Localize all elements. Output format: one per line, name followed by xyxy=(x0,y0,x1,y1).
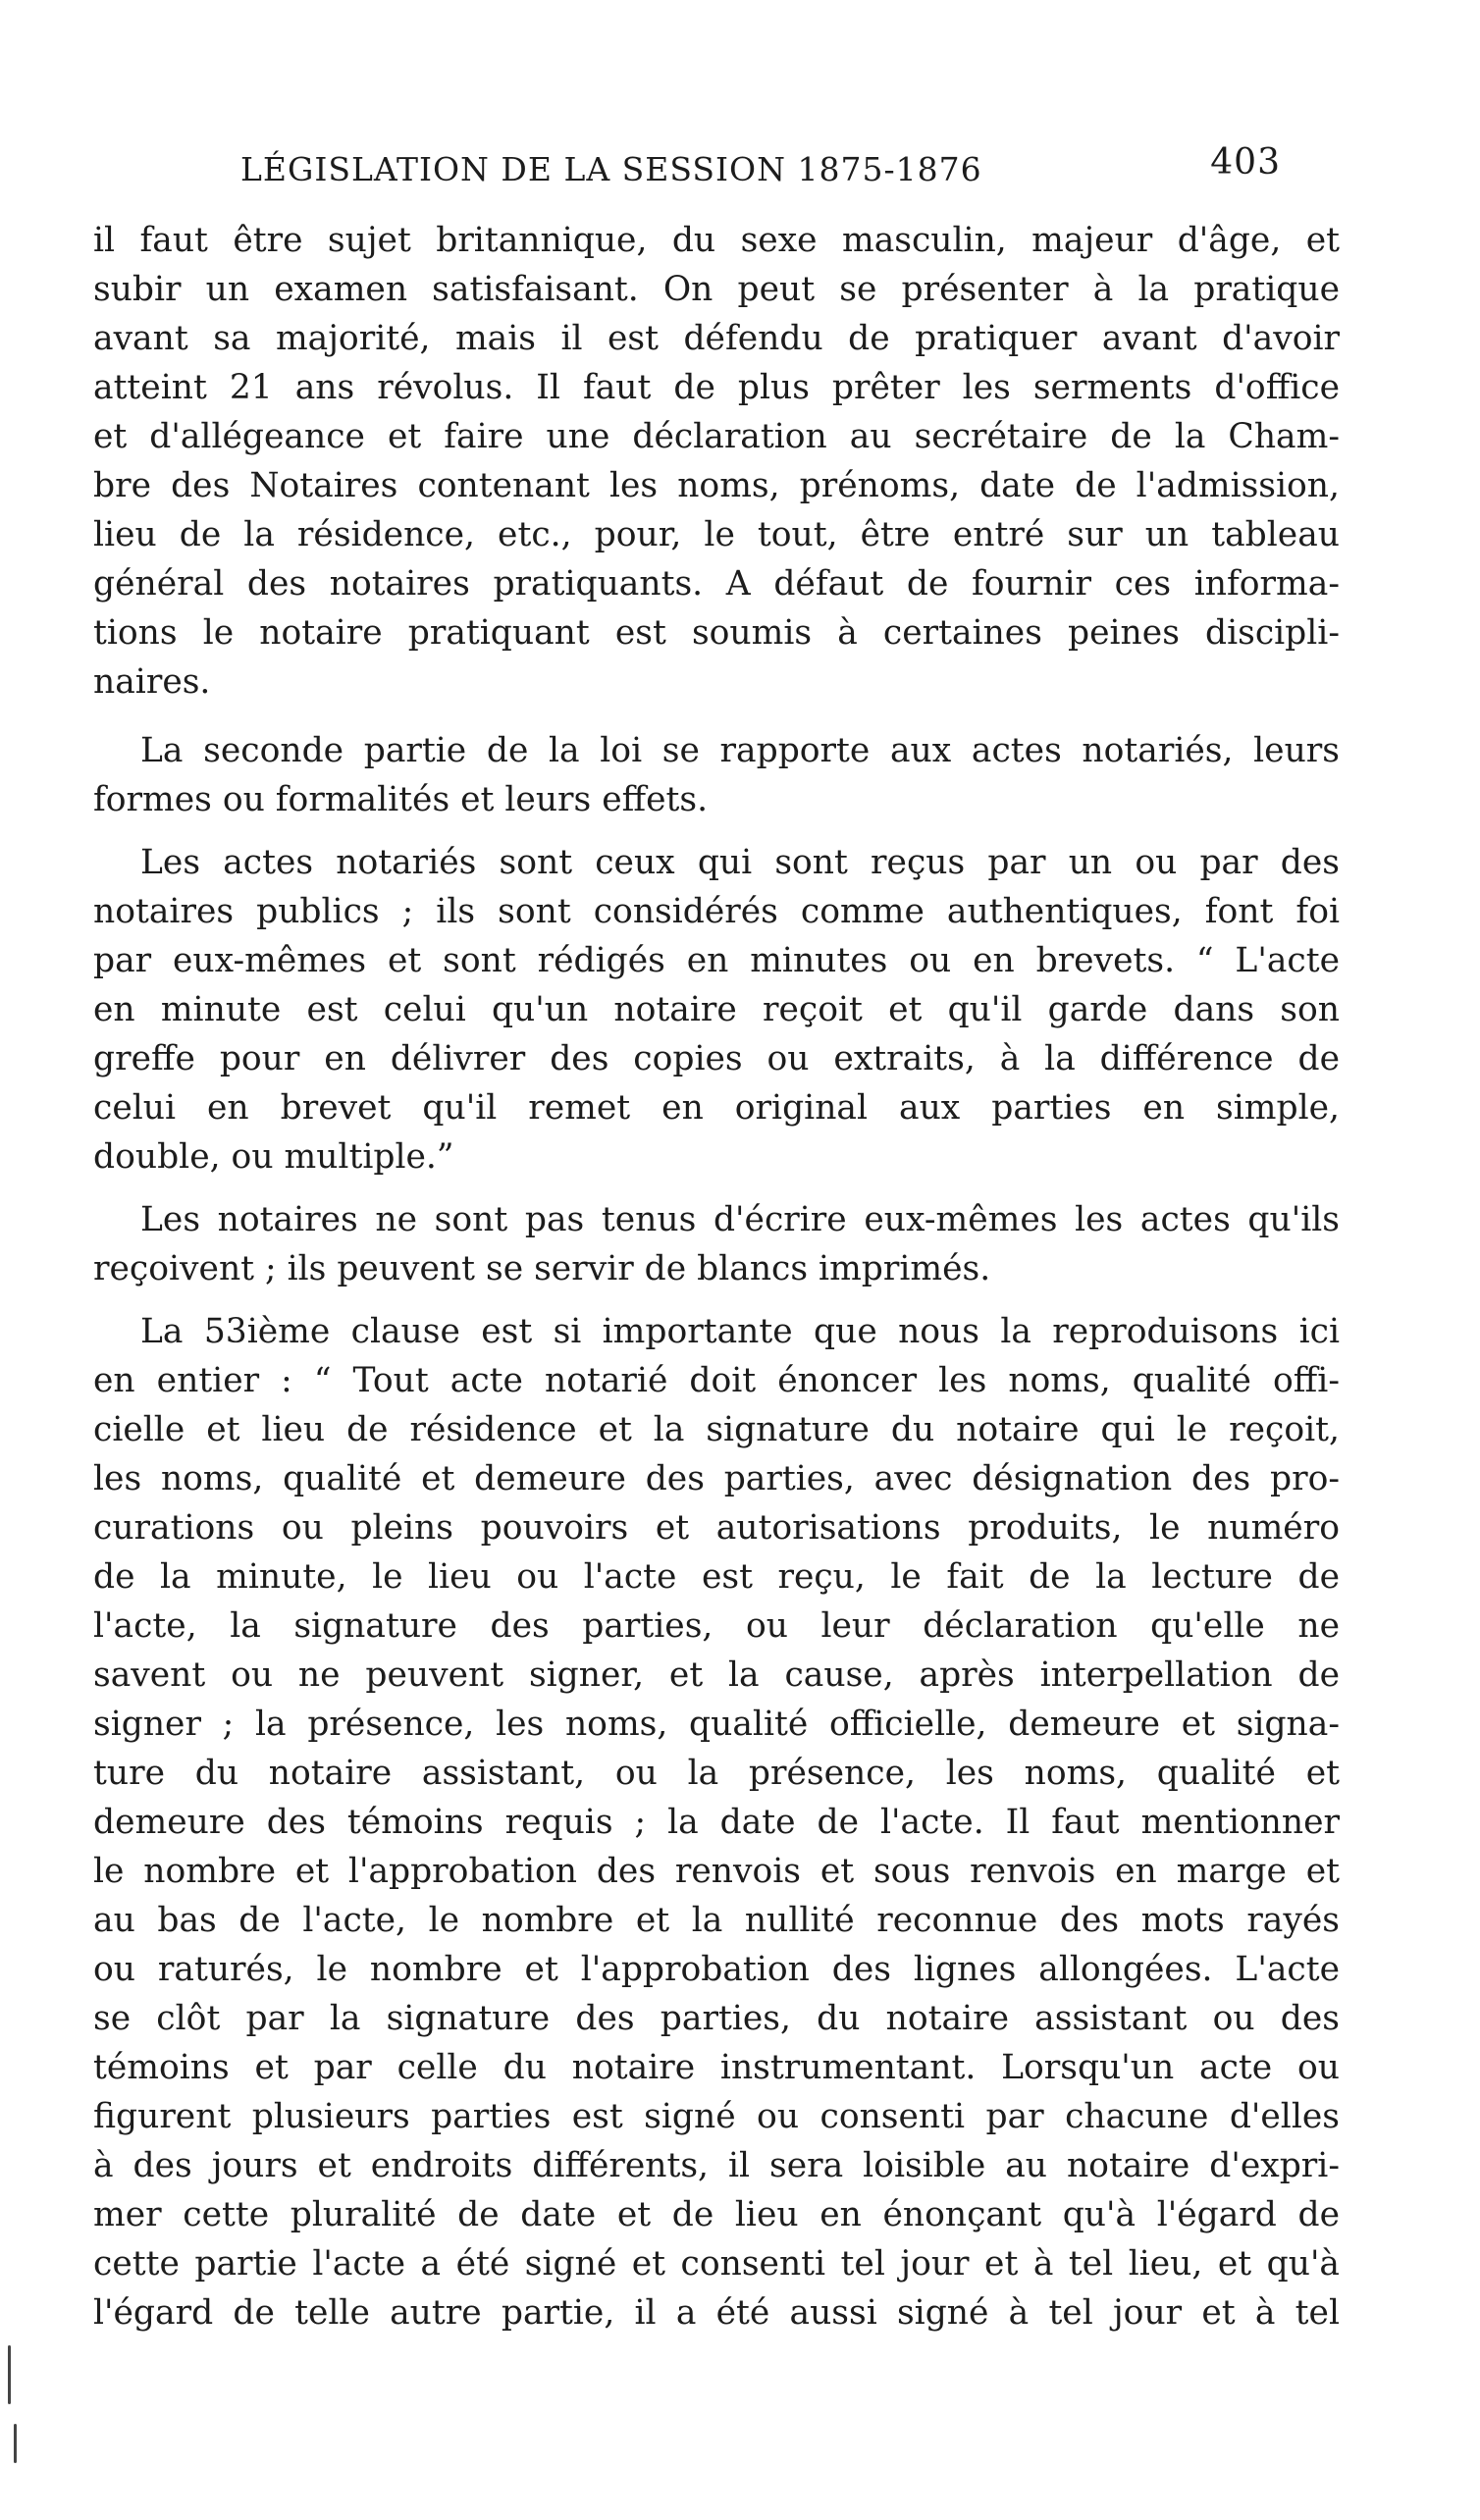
text-line: lieu de la résidence, etc., pour, le tout, être entré sur un tableau xyxy=(93,515,1340,554)
text-line: cielle et lieu de résidence et la signature du notaire qui le reçoit, xyxy=(93,1410,1340,1449)
text-line: par eux-mêmes et sont rédigés en minutes ou en brevets. “ L'acte xyxy=(93,941,1340,980)
text-line: mer cette pluralité de date et de lieu en énonçant qu'à l'égard de xyxy=(93,2195,1340,2234)
text-line: se clôt par la signature des parties, du notaire assistant ou des xyxy=(93,1999,1340,2038)
text-line: ou raturés, le nombre et l'approbation des lignes allongées. L'acte xyxy=(93,1950,1340,1989)
scan-mark xyxy=(8,2345,11,2404)
text-line: il faut être sujet britannique, du sexe masculin, majeur d'âge, et xyxy=(93,221,1340,260)
paragraph xyxy=(93,838,1340,1181)
scan-mark xyxy=(14,2424,17,2463)
text-line: avant sa majorité, mais il est défendu de pratiquer avant d'avoir xyxy=(93,319,1340,358)
text-line: celui en brevet qu'il remet en original aux parties en simple, xyxy=(93,1088,1340,1128)
running-head xyxy=(240,142,1281,201)
text-line: en entier : “ Tout acte notarié doit énoncer les noms, qualité offi- xyxy=(93,1361,1340,1400)
text-line: naires. xyxy=(93,662,211,702)
text-line: notaires publics ; ils sont considérés comme authentiques, font foi xyxy=(93,892,1340,931)
paragraph xyxy=(93,1195,1340,1293)
text-line: reçoivent ; ils peuvent se servir de blancs imprimés. xyxy=(93,1249,991,1288)
body-text xyxy=(93,216,1340,2351)
text-line: La 53ième clause est si importante que nous la reproduisons ici xyxy=(140,1312,1340,1351)
text-line: greffe pour en délivrer des copies ou extraits, à la différence de xyxy=(93,1039,1340,1078)
text-line: atteint 21 ans révolus. Il faut de plus prêter les serments d'office xyxy=(93,368,1340,407)
text-line: cette partie l'acte a été signé et consenti tel jour et à tel lieu, et qu'à xyxy=(93,2244,1340,2284)
text-line: savent ou ne peuvent signer, et la cause, après interpellation de xyxy=(93,1655,1340,1695)
text-line: demeure des témoins requis ; la date de l'acte. Il faut mentionner xyxy=(93,1803,1340,1842)
text-line: en minute est celui qu'un notaire reçoit et qu'il garde dans son xyxy=(93,990,1340,1029)
text-line: et d'allégeance et faire une déclaration au secrétaire de la Cham- xyxy=(93,417,1340,456)
text-line: le nombre et l'approbation des renvois et sous renvois en marge et xyxy=(93,1852,1340,1891)
text-line: les noms, qualité et demeure des parties, avec désignation des pro- xyxy=(93,1459,1340,1498)
running-title: LÉGISLATION DE LA SESSION 1875-1876 xyxy=(240,150,982,188)
page-number: 403 xyxy=(1210,142,1281,183)
text-line: l'acte, la signature des parties, ou leur déclaration qu'elle ne xyxy=(93,1606,1340,1646)
paragraph xyxy=(93,216,1340,707)
text-line: figurent plusieurs parties est signé ou consenti par chacune d'elles xyxy=(93,2097,1340,2136)
text-line: signer ; la présence, les noms, qualité officielle, demeure et signa- xyxy=(93,1705,1340,1744)
text-line: au bas de l'acte, le nombre et la nullité reconnue des mots rayés xyxy=(93,1901,1340,1940)
text-line: Les actes notariés sont ceux qui sont reçus par un ou par des xyxy=(140,843,1340,882)
text-line: bre des Notaires contenant les noms, prénoms, date de l'admission, xyxy=(93,466,1340,505)
text-line: général des notaires pratiquants. A défaut de fournir ces informa- xyxy=(93,564,1340,604)
text-line: formes ou formalités et leurs effets. xyxy=(93,780,709,819)
text-line: ture du notaire assistant, ou la présence, les noms, qualité et xyxy=(93,1754,1340,1793)
paragraph xyxy=(93,726,1340,824)
text-line: subir un examen satisfaisant. On peut se présenter à la pratique xyxy=(93,270,1340,309)
text-line: l'égard de telle autre partie, il a été aussi signé à tel jour et à tel xyxy=(93,2293,1340,2333)
text-line: à des jours et endroits différents, il sera loisible au notaire d'expri- xyxy=(93,2146,1340,2185)
paragraph xyxy=(93,1307,1340,2337)
text-line: de la minute, le lieu ou l'acte est reçu, le fait de la lecture de xyxy=(93,1557,1340,1597)
text-line: double, ou multiple.” xyxy=(93,1137,454,1177)
text-line: La seconde partie de la loi se rapporte aux actes notariés, leurs xyxy=(140,731,1340,770)
text-line: tions le notaire pratiquant est soumis à certaines peines discipli- xyxy=(93,613,1340,653)
text-line: Les notaires ne sont pas tenus d'écrire eux-mêmes les actes qu'ils xyxy=(140,1200,1340,1239)
text-line: curations ou pleins pouvoirs et autorisations produits, le numéro xyxy=(93,1508,1340,1548)
text-line: témoins et par celle du notaire instrumentant. Lorsqu'un acte ou xyxy=(93,2048,1340,2087)
